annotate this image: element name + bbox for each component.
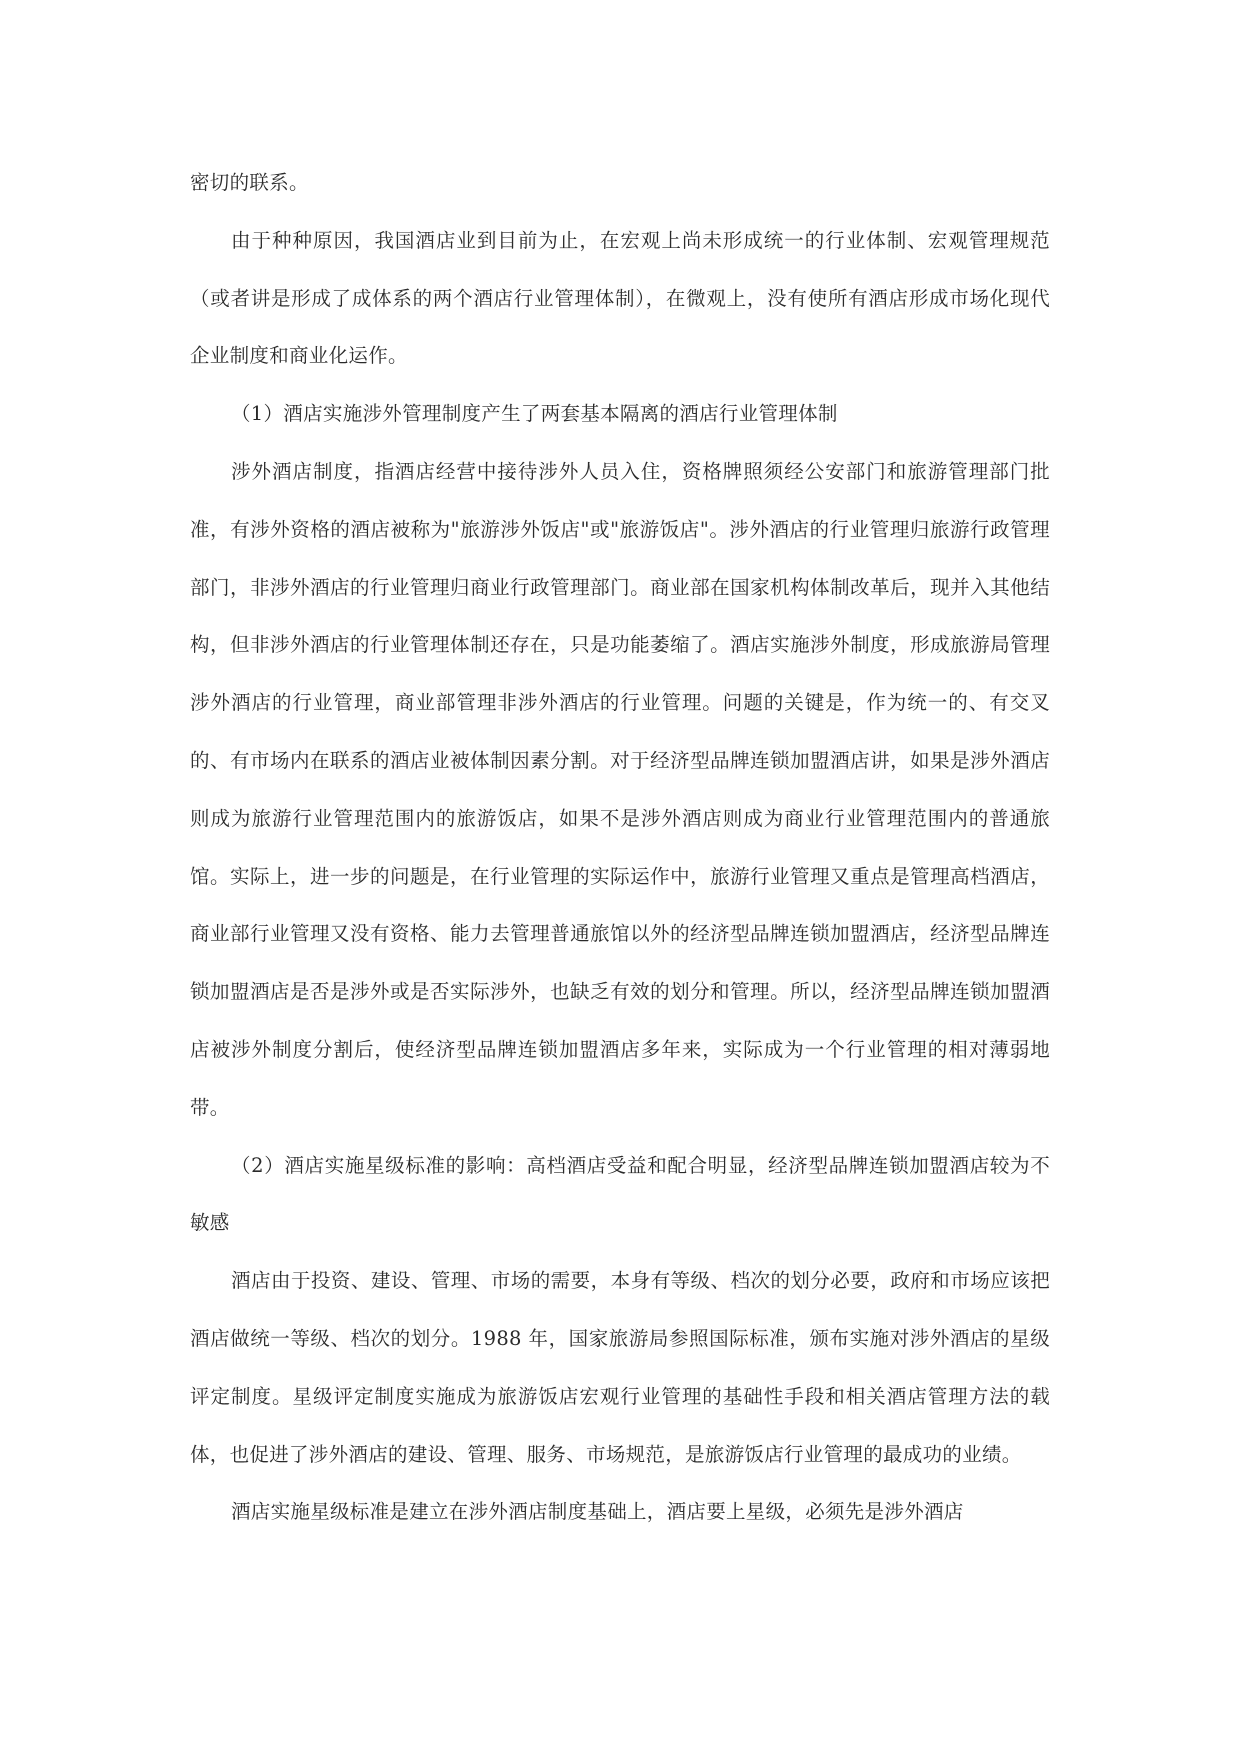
paragraph-foreign-hotel-system: 涉外酒店制度，指酒店经营中接待涉外人员入住，资格牌照须经公安部门和旅游管理部门批准，有涉外资格的酒店被称为"旅游涉外饭店"或"旅游饭店"。涉外酒店的行业管理归旅游行政管理部门，非涉外酒店的行业管理归商业行政管理部门。商业部在国家机构体制改革后，现并入其他结构，但非涉外酒店的行业管理体制还存在，只是功能萎缩了。酒店实施涉外制度，形成旅游局管理涉外酒店的行业管理，商业部管理非涉外酒店的行业管理。问题的关键是，作为统一的、有交叉的、有市场内在联系的酒店业被体制因素分割。对于经济型品牌连锁加盟酒店讲，如果是涉外酒店则成为旅游行业管理范围内的旅游饭店，如果不是涉外酒店则成为商业行业管理范围内的普通旅馆。实际上，进一步的问题是，在行业管理的实际运作中，旅游行业管理又重点是管理高档酒店，商业部行业管理又没有资格、能力去管理普通旅馆以外的经济型品牌连锁加盟酒店，经济型品牌连锁加盟酒店是否是涉外或是否实际涉外，也缺乏有效的划分和管理。所以，经济型品牌连锁加盟酒店被涉外制度分割后，使经济型品牌连锁加盟酒店多年来，实际成为一个行业管理的相对薄弱地带。 [190, 459, 1050, 1119]
document-body [190, 154, 1050, 1541]
paragraph-star-standard: 酒店实施星级标准是建立在涉外酒店制度基础上，酒店要上星级，必须先是涉外酒店 [231, 1500, 964, 1524]
paragraph-star-rating: 酒店由于投资、建设、管理、市场的需要，本身有等级、档次的划分必要，政府和市场应该把酒店做统一等级、档次的划分。1988 年，国家旅游局参照国际标准，颁布实施对涉外酒店的星级评定制度。星级评定制度实施成为旅游饭店宏观行业管理的基础性手段和相关酒店管理方法的载体，也促进了涉外酒店的建设、管理、服务、市场规范，是旅游饭店行业管理的最成功的业绩。 [190, 1269, 1050, 1466]
section-heading-2: （2）酒店实施星级标准的影响：高档酒店受益和配合明显，经济型品牌连锁加盟酒店较为不敏感 [190, 1153, 1050, 1235]
paragraph-continuation: 密切的联系。 [190, 171, 309, 194]
paragraph-intro: 由于种种原因，我国酒店业到目前为止，在宏观上尚未形成统一的行业体制、宏观管理规范（或者讲是形成了成体系的两个酒店行业管理体制），在微观上，没有使所有酒店形成市场化现代企业制度和商业化运作。 [190, 228, 1050, 368]
section-heading-1: （1）酒店实施涉外管理制度产生了两套基本隔离的酒店行业管理体制 [231, 402, 838, 426]
